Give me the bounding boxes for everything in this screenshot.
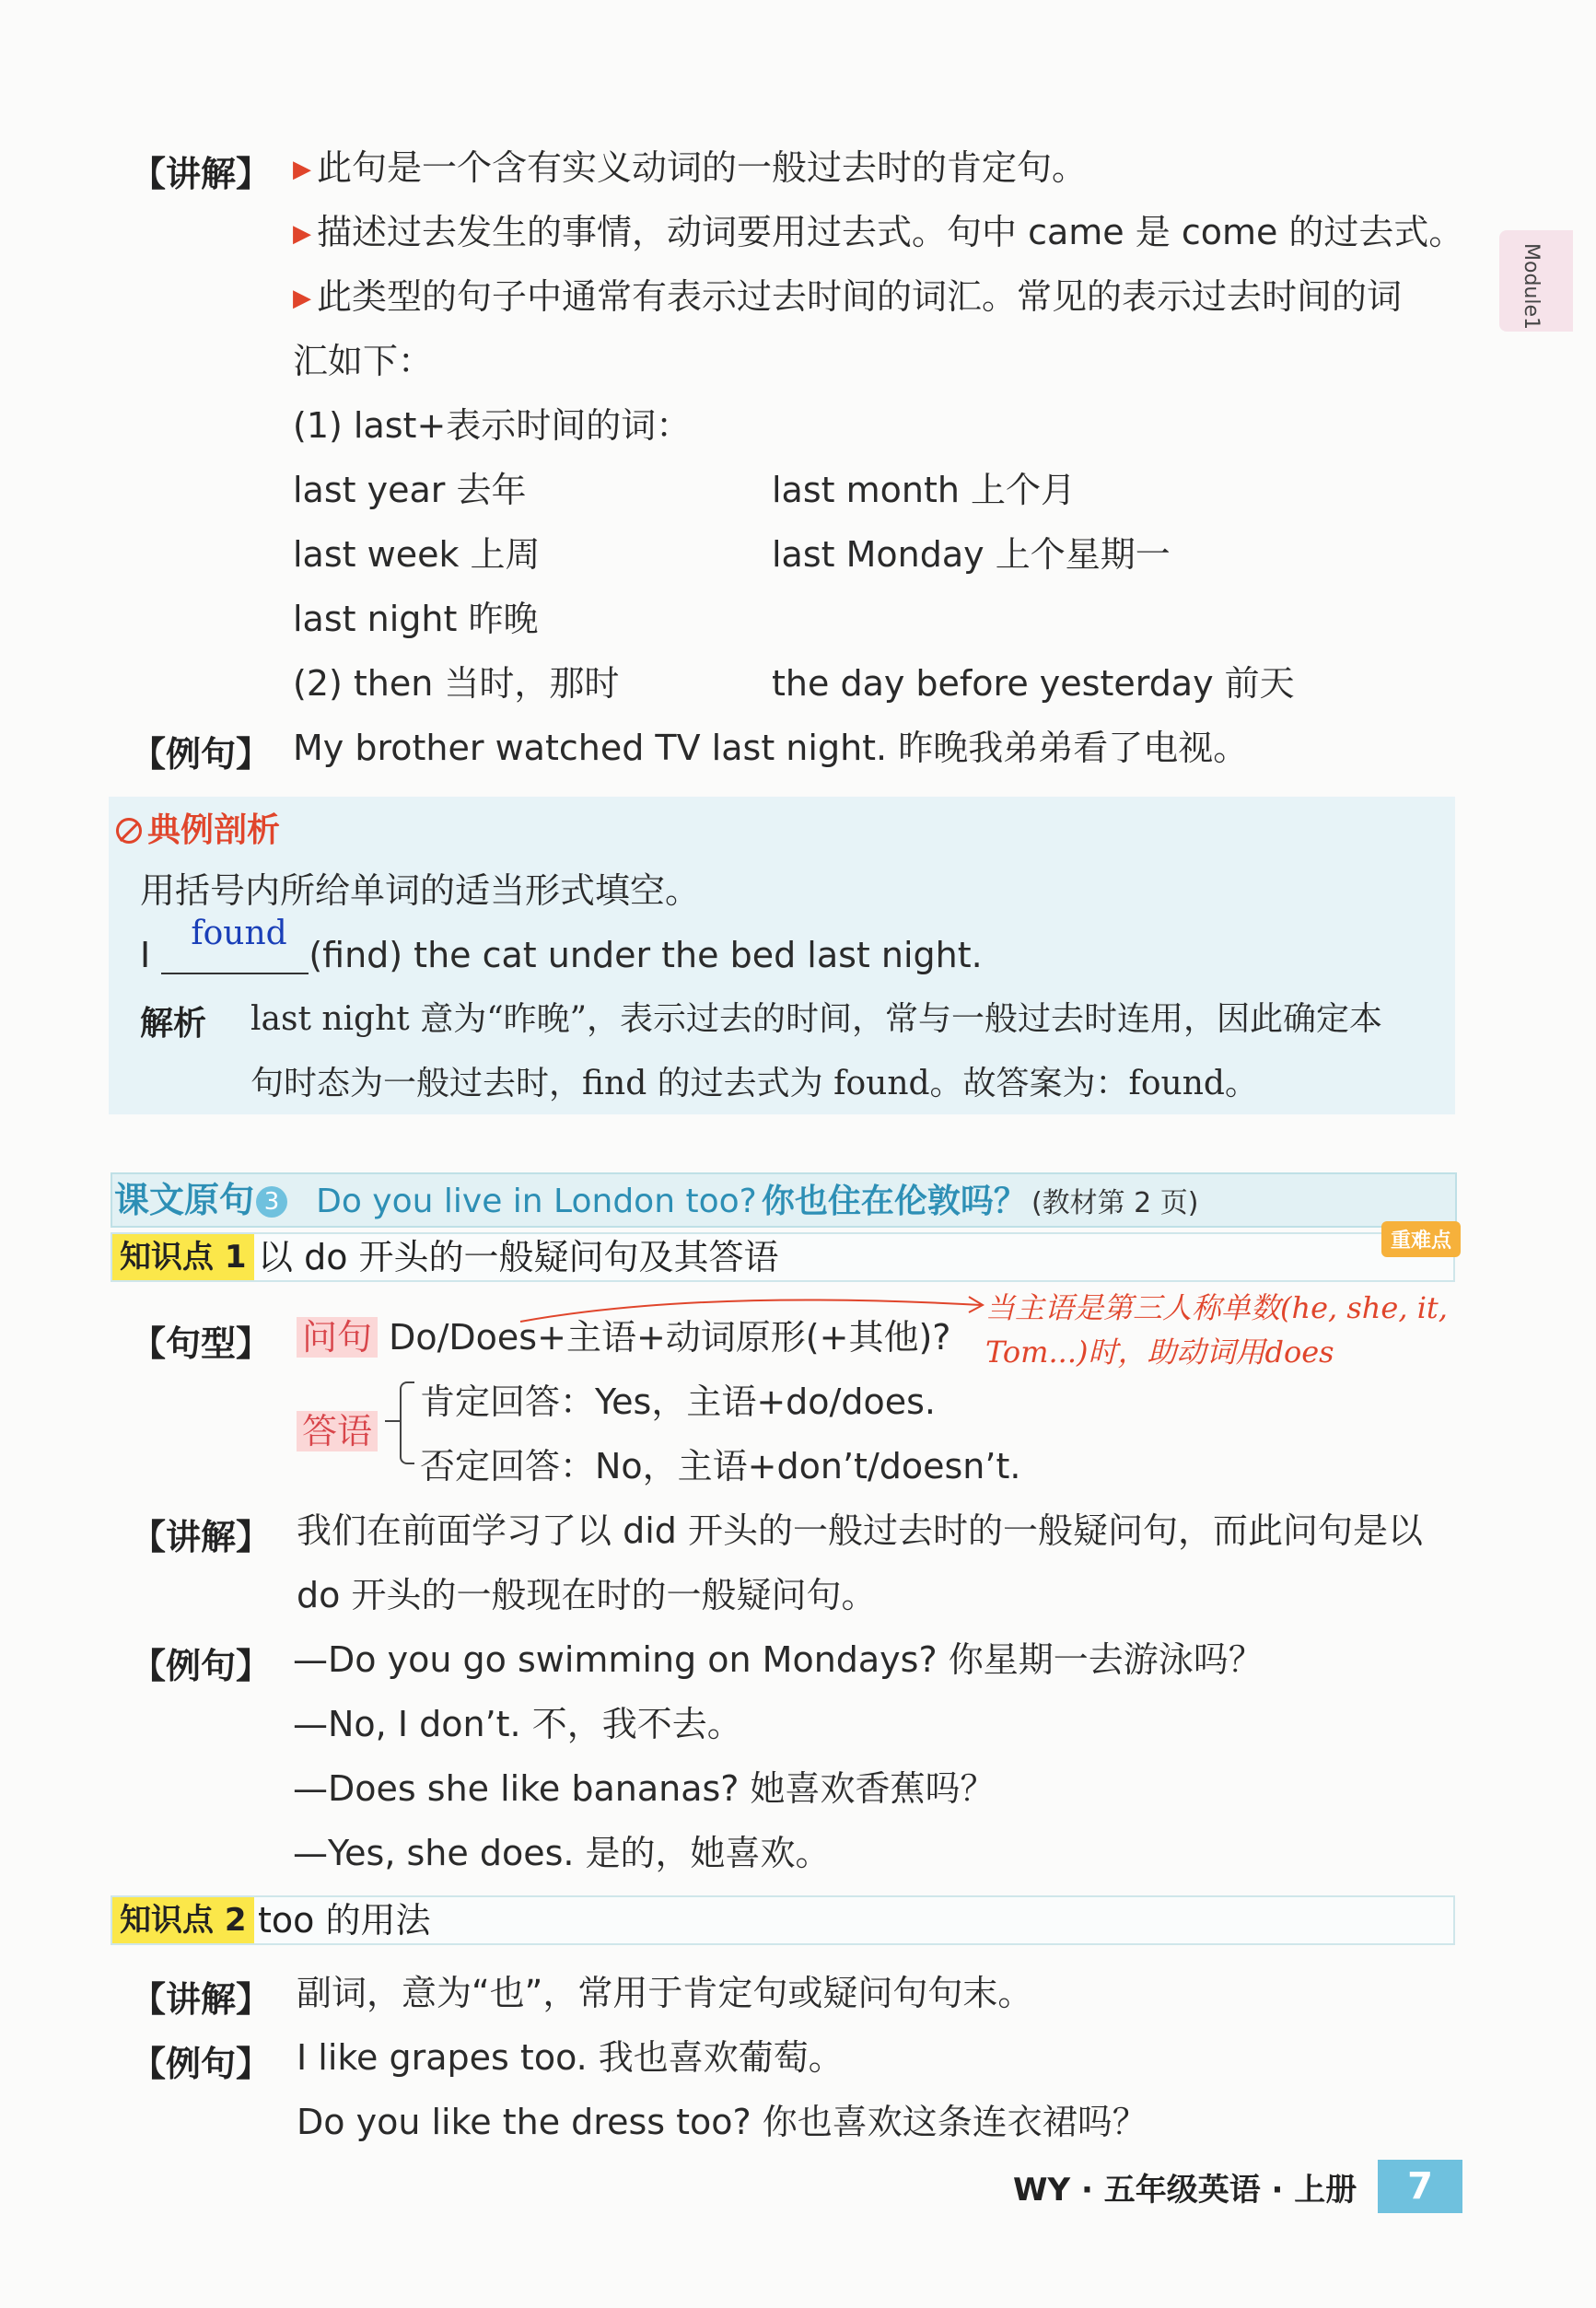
analysis-line-1: last night 意为“昨晚”，表示过去的时间，常与一般过去时连用，因此确定本	[250, 1000, 1383, 1038]
arrow-icon: ▶	[293, 220, 311, 248]
negative-answer: 否定回答：No，主语+don’t/doesn’t.	[420, 1446, 1021, 1486]
knowledge-point-1-bar	[111, 1232, 1455, 1282]
answer-label-wrap	[297, 1409, 378, 1453]
kp1-tag: 知识点 1	[112, 1234, 254, 1280]
arrow-icon: ▶	[293, 156, 311, 183]
kp1-title: 以 do 开头的一般疑问句及其答语	[258, 1237, 779, 1277]
page-number: 7	[1378, 2160, 1462, 2213]
slash-circle-icon	[116, 818, 142, 844]
time-word: last month 上个月	[772, 470, 1077, 510]
group2-right: the day before yesterday 前天	[772, 663, 1295, 704]
kp2-example: Do you like the dress too? 你也喜欢这条连衣裙吗？	[297, 2102, 1147, 2142]
group2-left: (2) then 当时，那时	[293, 663, 620, 704]
module-side-tab-label: Module1	[1520, 243, 1543, 330]
note-arrow-icon	[516, 1285, 995, 1331]
kp1-explain-line-2: do 开头的一般现在时的一般疑问句。	[297, 1575, 877, 1615]
example-analysis-title: 典例剖析	[116, 804, 280, 851]
kp1-example: —Does she like bananas? 她喜欢香蕉吗？	[293, 1768, 996, 1809]
example-label-1: 【例句】	[131, 734, 272, 775]
kp2-example: I like grapes too. 我也喜欢葡萄。	[297, 2037, 844, 2078]
explain-label-2: 【讲解】	[131, 1517, 272, 1557]
brace-icon	[400, 1381, 414, 1464]
kp2-tag: 知识点 2	[112, 1897, 254, 1943]
group1-title: (1) last+表示时间的词：	[293, 405, 692, 446]
time-word: last night 昨晚	[293, 599, 539, 639]
lesson-sentence: 课文原句 3 Do you live in London too? 你也住在伦敦吗？ (教材第 2 页)	[114, 1180, 1199, 1220]
example-label-2: 【例句】	[131, 1646, 272, 1686]
kp2-explain: 副词，意为“也”，常用于肯定句或疑问句句末。	[297, 1973, 1033, 2013]
question-label: 问句	[297, 1317, 378, 1358]
brace-tick	[385, 1420, 400, 1422]
answer-label: 答语	[297, 1411, 378, 1451]
explain1-point-1: ▶ 此句是一个含有实义动词的一般过去时的肯定句。	[293, 147, 1088, 188]
knowledge-point-2-bar	[111, 1895, 1455, 1945]
kp2-title: too 的用法	[258, 1900, 431, 1941]
handwritten-answer: found	[191, 915, 287, 952]
module-side-tab	[1499, 230, 1573, 332]
explain-label-1: 【讲解】	[131, 154, 272, 194]
arrow-icon: ▶	[293, 285, 311, 312]
time-word: last year 去年	[293, 470, 527, 510]
example-label-3: 【例句】	[131, 2044, 272, 2084]
analysis-label: 解析	[140, 1005, 207, 1043]
analysis-line-2: 句时态为一般过去时，find 的过去式为 found。故答案为：found。	[250, 1065, 1258, 1102]
question-pattern: 问句 Do/Does+主语+动词原形(+其他)?	[297, 1315, 950, 1359]
handwritten-note-line-1: 当主语是第三人称单数(he, she, it,	[985, 1290, 1448, 1325]
time-word: last Monday 上个星期一	[772, 534, 1171, 575]
footer-book-title: WY · 五年级英语 · 上册	[1013, 2172, 1357, 2209]
exercise-instruction: 用括号内所给单词的适当形式填空。	[140, 870, 701, 911]
explain-label-3: 【讲解】	[131, 1979, 272, 2020]
kp1-example: —No, I don’t. 不，我不去。	[293, 1704, 742, 1744]
kp1-explain-line-1: 我们在前面学习了以 did 开头的一般过去时的一般疑问句，而此问句是以	[297, 1510, 1423, 1551]
kp1-example: —Do you go swimming on Mondays? 你星期一去游泳吗？	[293, 1639, 1264, 1680]
pattern-label: 【句型】	[131, 1323, 272, 1364]
key-point-badge: 重难点	[1381, 1221, 1461, 1257]
positive-answer: 肯定回答：Yes，主语+do/does.	[420, 1381, 936, 1422]
answer-blank	[161, 915, 309, 974]
time-word: last week 上周	[293, 534, 541, 575]
kp1-example: —Yes, she does. 是的，她喜欢。	[293, 1833, 831, 1873]
exercise-question: I found (find) the cat under the bed last night.	[140, 933, 983, 977]
explain1-point-3: ▶ 此类型的句子中通常有表示过去时间的词汇。常见的表示过去时间的词	[293, 276, 1403, 317]
lesson-number-badge: 3	[256, 1186, 287, 1218]
explain1-example: My brother watched TV last night. 昨晚我弟弟看了电视。	[293, 728, 1249, 768]
handwritten-note-line-2: Tom...)时，助动词用does	[985, 1335, 1334, 1370]
explain1-continuation: 汇如下：	[293, 341, 434, 381]
explain1-point-2: ▶ 描述过去发生的事情，动词要用过去式。句中 came 是 come 的过去式。	[293, 212, 1464, 252]
